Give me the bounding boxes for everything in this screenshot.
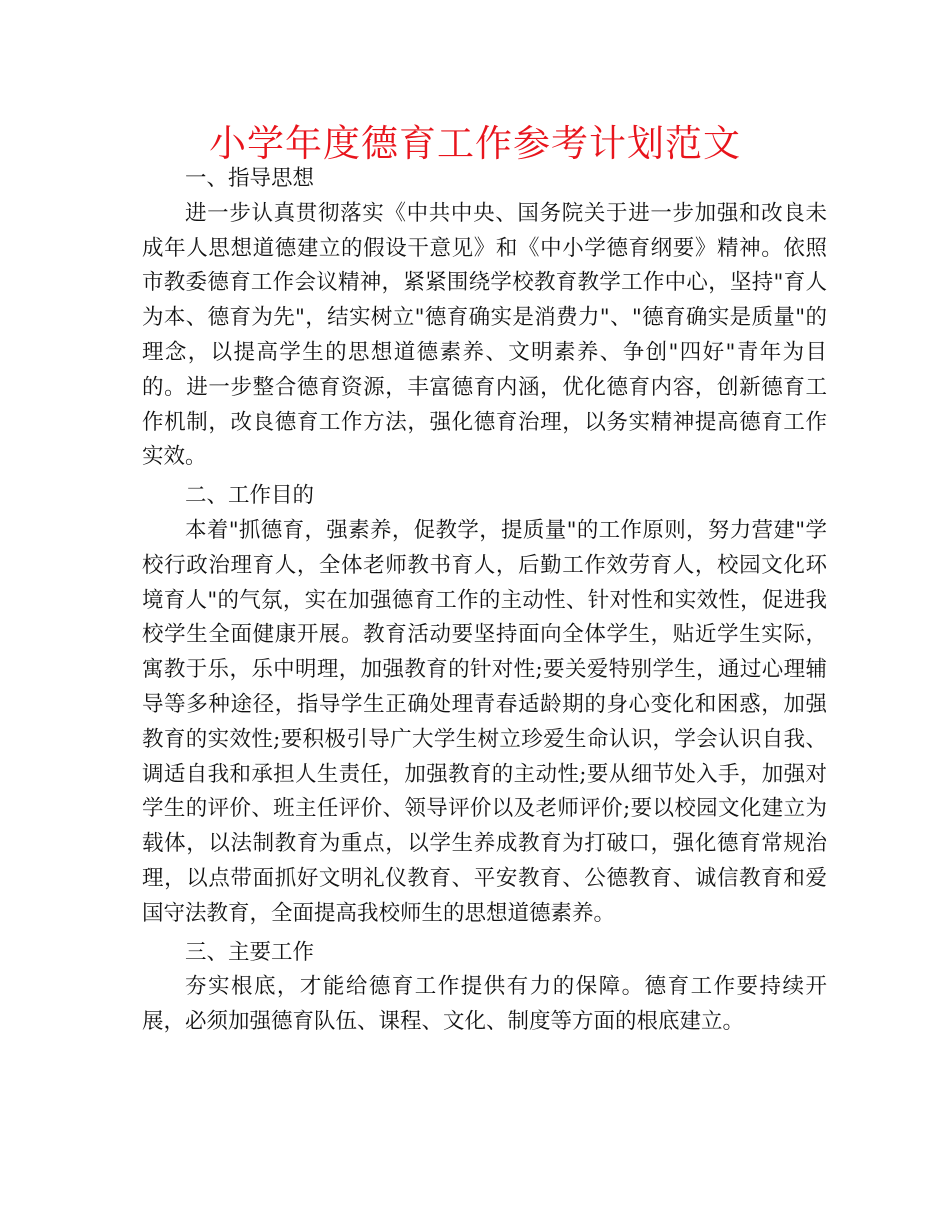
section-heading-main-work: 三、主要工作 <box>185 939 315 965</box>
section-heading-guiding-ideology: 一、指导思想 <box>185 166 315 191</box>
section-paragraph: 进一步认真贯彻落实《中共中央、国务院关于进一步加强和改良未成年人思想道德建立的假设干意见》和《中小学德育纲要》精神。依照市教委德育工作会议精神，紧紧围绕学校教育教学工作中心，坚持"育人为本、德育为先"，结实树立"德育确实是消费力"、"德育确实是质量"的理念，以提高学生的思想道德素养、文明素养、争创"四好"青年为目的。进一步整合德育资源，丰富德育内涵，优化德育内容，创新德育工作机制，改良德育工作方法，强化德育治理，以务实精神提高德育工作实效。 <box>142 200 827 470</box>
section-paragraph: 夯实根底，才能给德育工作提供有力的保障。德育工作要持续开展，必须加强德育队伍、课程、文化、制度等方面的根底建立。 <box>142 974 827 1035</box>
section-paragraph: 本着"抓德育，强素养，促教学，提质量"的工作原则，努力营建"学校行政治理育人，全体老师教书育人，后勤工作效劳育人，校园文化环境育人"的气氛，实在加强德育工作的主动性、针对性和实效性，促进我校学生全面健康开展。教育活动要坚持面向全体学生，贴近学生实际，寓教于乐，乐中明理，加强教育的针对性;要关爱特别学生，通过心理辅导等多种途径，指导学生正确处理青春适龄期的身心变化和困惑，加强教育的实效性;要积极引导广大学生树立珍爱生命认识，学会认识自我、调适自我和承担人生责任，加强教育的主动性;要从细节处入手，加强对学生的评价、班主任评价、领导评价以及老师评价;要以校园文化建立为载体，以法制教育为重点，以学生养成教育为打破口，强化德育常规治理，以点带面抓好文明礼仪教育、平安教育、公德教育、诚信教育和爱国守法教育，全面提高我校师生的思想道德素养。 <box>142 517 827 926</box>
document-title: 小学年度德育工作参考计划范文 <box>209 122 741 165</box>
document-body <box>142 162 827 1040</box>
section-heading-work-goals: 二、工作目的 <box>185 483 315 509</box>
